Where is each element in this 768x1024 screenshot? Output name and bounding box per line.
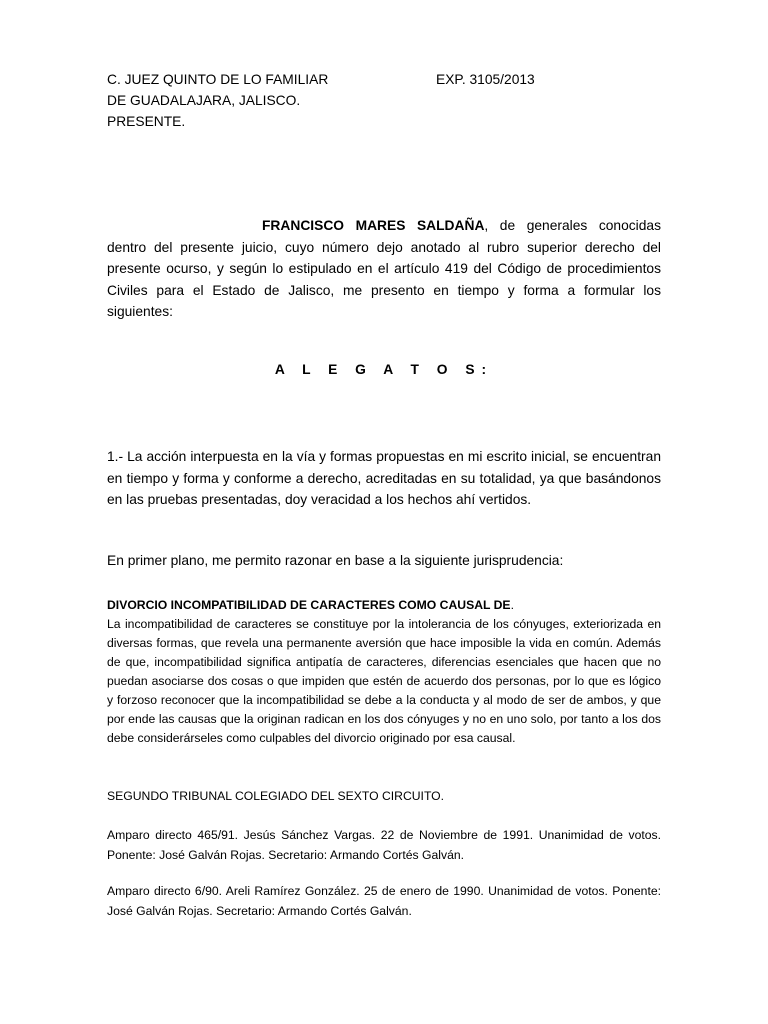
amparo-entry: Amparo directo 6/90. Areli Ramírez González. 25 de enero de 1990. Unanimidad de votos. Ponente: José Galván Rojas. Secretario: Armando Cortés Galván.	[107, 884, 661, 918]
addressee-line-1: C. JUEZ QUINTO DE LO FAMILIAR	[107, 72, 329, 87]
jurisprudence-block	[107, 596, 661, 748]
tribunal-line: SEGUNDO TRIBUNAL COLEGIADO DEL SEXTO CIRCUITO.	[107, 789, 445, 803]
petitioner-name: FRANCISCO MARES SALDAÑA	[262, 218, 485, 233]
document-title: A L E G A T O S:	[274, 362, 494, 377]
amparo-entry: Amparo directo 465/91. Jesús Sánchez Vargas. 22 de Noviembre de 1991. Unanimidad de votos. Ponente: José Galván Rojas. Secretario: Armando Cortés Galván.	[107, 828, 661, 862]
addressee-line-3: PRESENTE.	[107, 114, 186, 129]
jurisprudence-text: La incompatibilidad de caracteres se constituye por la intolerancia de los cónyuges, exteriorizada en diversas formas, que revela una permanente aversión que hace imposible la vida en común. Además de que, incompatibilidad significa antipatía de caracteres, diferencias esenciales que hacen que no puedan asociarse dos cosas o que impiden que estén de acuerdo dos personas, por lo que es lógico y forzoso reconocer que la incompatibilidad se debe a la conducta y al modo de ser de ambos, y que por ende las causas que la originan radican en los dos cónyuges y no en uno solo, por tanto a los dos debe considerárseles como culpables del divorcio originado por esa causal.	[107, 617, 661, 745]
jurisprudence-heading-end: .	[510, 598, 514, 612]
argument-paragraph-2: En primer plano, me permito razonar en base a la siguiente jurisprudencia:	[107, 553, 564, 568]
argument-paragraph-1: 1.- La acción interpuesta en la vía y formas propuestas en mi escrito inicial, se encuentran en tiempo y forma y conforme a derecho, acreditadas en su totalidad, ya que basándonos en las pruebas presentadas, doy veracidad a los hechos ahí vertidos.	[107, 449, 661, 507]
intro-text: , de generales conocidas dentro del presente juicio, cuyo número dejo anotado al rubro superior derecho del presente ocurso, y según lo estipulado en el artículo 419 del Código de procedimientos Civiles para el Estado de Jalisco, me presento en tiempo y forma a formular los siguientes:	[107, 218, 661, 320]
case-number: EXP. 3105/2013	[436, 72, 535, 87]
addressee-block	[107, 69, 328, 132]
addressee-line-2: DE GUADALAJARA, JALISCO.	[107, 93, 301, 108]
jurisprudence-heading: DIVORCIO INCOMPATIBILIDAD DE CARACTERES COMO CAUSAL DE	[107, 598, 511, 612]
intro-paragraph	[107, 215, 661, 323]
